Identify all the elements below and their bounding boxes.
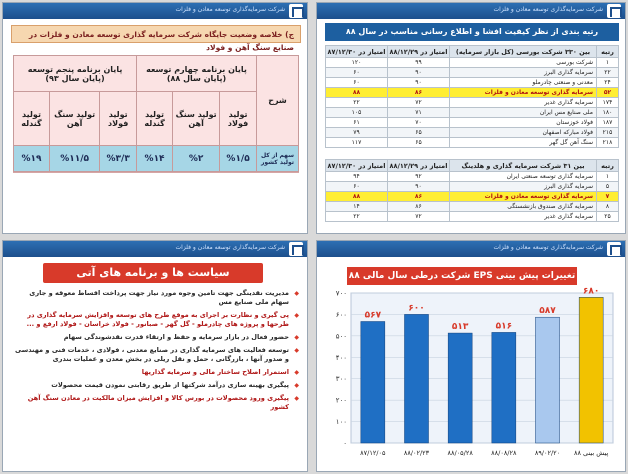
production-share-table [13, 55, 299, 172]
plans-list [13, 289, 299, 416]
column-header: امتیاز در ۸۷/۱۲/۳۰ [326, 160, 388, 172]
eps-bar-chart [321, 285, 621, 469]
cell-s87: ۲۲ [326, 98, 388, 108]
table-row [326, 118, 619, 128]
value-cell: %۳/۳ [100, 146, 137, 172]
slide-production-share [2, 2, 308, 234]
cell-name: شرکت بورسی [450, 58, 597, 68]
cell-name: سرمایه گذاری البرز [450, 182, 597, 192]
cell-rank: ۱۸۷ [597, 118, 619, 128]
column-header: امتیاز در ۸۷/۱۲/۳۰ [326, 46, 388, 58]
bar [448, 333, 472, 443]
bar [535, 317, 559, 443]
header-text: شرکت سرمایه‌گذاری توسعه معادن و فلزات [175, 6, 285, 13]
bar [361, 322, 385, 444]
cell-rank: ۲۴ [597, 78, 619, 88]
program4-label: پایان برنامه چهارم توسعه [146, 64, 247, 74]
y-tick-label: ۲۰۰ [335, 396, 347, 405]
cell-s87: ۱۲۰ [326, 58, 388, 68]
cell-s87: ۸۸ [326, 88, 388, 98]
cell-rank: ۲۱۸ [597, 138, 619, 148]
y-tick-label: ۵۰۰ [335, 332, 347, 341]
cell-name: معدنی و صنعتی چادرملو [450, 78, 597, 88]
table-row [326, 78, 619, 88]
cell-s88: ۶۵ [388, 138, 450, 148]
sub-steel: تولید فولاد [220, 92, 257, 146]
cell-name: ملی صنایع مس ایران [450, 108, 597, 118]
table-row [326, 108, 619, 118]
table-row [326, 202, 619, 212]
column-header: امتیاز در ۸۸/۱۲/۲۹ [388, 46, 450, 58]
slide-title: ج) خلاصه وضعیت جایگاه شرکت سرمایه گذاری توسعه معادن و فلزات در صنایع سنگ آهن و فولاد [11, 25, 301, 43]
slide-future-plans [2, 240, 308, 472]
cell-rank: ۷ [597, 192, 619, 202]
list-item: ◆ پیگیری بهینه سازی درآمد شرکتها از طریق رقابتی نمودن قیمت محصولات [13, 381, 299, 390]
header-text: شرکت سرمایه‌گذاری توسعه معادن و فلزات [493, 6, 603, 13]
company-logo-icon [289, 242, 303, 256]
table-row-highlighted [326, 88, 619, 98]
cell-name: سرمایه گذاری توسعه معادن و فلزات [450, 88, 597, 98]
column-header: رتبه [597, 160, 619, 172]
column-header: بین ۳۱ شرکت سرمایه گذاری و هلدینگ [450, 160, 597, 172]
slide-title: رتبه بندی از نظر کیفیت افشا و اطلاع رسانی مناسب در سال ۸۸ [325, 23, 619, 41]
sub-pellet: تولید گندله [137, 92, 173, 146]
data-label: ۶۰۰ [408, 303, 425, 314]
cell-s88: ۹۰ [388, 78, 450, 88]
cell-s87: ۶۰ [326, 68, 388, 78]
bar [404, 314, 428, 443]
x-tick-label: ۸۸/۰۸/۲۸ [491, 449, 517, 457]
cell-name: سرمایه گذاری غدیر [450, 98, 597, 108]
x-tick-label: ۸۸/۰۵/۲۸ [447, 449, 473, 457]
cell-s88: ۷۲ [388, 98, 450, 108]
table-row [326, 128, 619, 138]
value-cell: %۲ [173, 146, 220, 172]
company-logo-icon [289, 4, 303, 18]
cell-name: سرمایه گذاری غدیر [450, 212, 597, 222]
ranking-table-holdings [325, 159, 619, 222]
table-row [326, 138, 619, 148]
list-item: ◆ استمرار اصلاح ساختار مالی و سرمایه گذاریها [13, 368, 299, 377]
cell-s87: ۲۲ [326, 212, 388, 222]
table-row [326, 68, 619, 78]
company-logo-icon [607, 242, 621, 256]
cell-s87: ۶۱ [326, 118, 388, 128]
header-text: شرکت سرمایه‌گذاری توسعه معادن و فلزات [175, 244, 285, 251]
table-row [326, 98, 619, 108]
cell-rank: ۱ [597, 172, 619, 182]
slide-disclosure-ranking [316, 2, 626, 234]
y-tick-label: ۶۰۰ [335, 310, 347, 319]
slide-header [3, 3, 307, 19]
data-label: ۵۱۶ [495, 321, 513, 332]
cell-s87: ۱۱۷ [326, 138, 388, 148]
cell-s87: ۹۴ [326, 172, 388, 182]
data-label: ۵۶۷ [364, 310, 382, 321]
row-label: سهم از کل تولید کشور [257, 146, 299, 172]
table-header-row [326, 46, 619, 58]
cell-s88: ۷۰ [388, 118, 450, 128]
cell-rank: ۵ [597, 182, 619, 192]
cell-name: فولاد مبارکه اصفهان [450, 128, 597, 138]
cell-s88: ۸۶ [388, 88, 450, 98]
cell-name: فولاد خوزستان [450, 118, 597, 128]
x-tick-label: پیش بینی ۸۸ [574, 449, 609, 457]
program4-year: (پایان سال ۸۸) [166, 73, 227, 83]
list-item: ◆ مدیریت نقدینگی جهت تامین وجوه مورد نیاز جهت پرداخت اقساط معوقه و جاری سهام ملی صنایع مس [13, 289, 299, 307]
y-tick-label: ۳۰۰ [335, 375, 347, 384]
cell-s88: ۹۰ [388, 182, 450, 192]
cell-s88: ۷۲ [388, 212, 450, 222]
y-tick-label: ۱۰۰ [335, 418, 347, 427]
cell-s88: ۹۹ [388, 58, 450, 68]
slide-header [3, 241, 307, 257]
value-cell: %۱۱/۵ [50, 146, 100, 172]
cell-rank: ۱۷۴ [597, 98, 619, 108]
table-row [326, 212, 619, 222]
cell-name: سرمایه گذاری توسعه صنعتی ایران [450, 172, 597, 182]
slide-header [317, 3, 625, 19]
sub-ore: تولید سنگ آهن [50, 92, 100, 146]
cell-s88: ۹۰ [388, 68, 450, 78]
cell-rank: ۲۵ [597, 212, 619, 222]
cell-rank: ۲۱۵ [597, 128, 619, 138]
cell-s87: ۶۰ [326, 182, 388, 192]
program5-year: (پایان سال ۹۳) [45, 73, 105, 83]
cell-s88: ۷۱ [388, 108, 450, 118]
list-item: ◆ حضور فعال در بازار سرمایه و حفظ و ارتقاء قدرت نقدشوندگی سهام [13, 333, 299, 342]
slide-title: تغییرات پیش بینی EPS شرکت درطی سال مالی ۸۸ [347, 267, 577, 285]
cell-rank: ۱ [597, 58, 619, 68]
cell-s88: ۹۲ [388, 172, 450, 182]
x-tick-label: ۸۷/۱۲/۰۵ [360, 449, 386, 457]
cell-name: سنگ آهن گل گهر [450, 138, 597, 148]
data-label: ۵۸۷ [539, 306, 556, 317]
list-item: ◆ پی گیری و نظارت بر اجرای به موقع طرح های توسعه واقزایش سرمایه گذاری در طرحها و پروژه های چادرملو - گل گهر - صبانور - فولاد خراسان - فولاد ارفع و ... [13, 311, 299, 329]
cell-s87: ۷۹ [326, 128, 388, 138]
list-item: ◆ توسعه فعالیت های سرمایه گذاری در صنایع معدنی ، فولادی ، خدمات فنی و مهندسی و صدور آنها ، بازرگانی ، حمل و نقل ریلی در بخش معدن و عملیات بندری [13, 346, 299, 364]
table-row [326, 58, 619, 68]
data-label: ۶۸۰ [582, 286, 600, 297]
table-row [326, 182, 619, 192]
slide-header [317, 241, 625, 257]
ranking-table-market [325, 45, 619, 148]
sub-pellet: تولید گندله [14, 92, 50, 146]
cell-s87: ۱۴ [326, 202, 388, 212]
value-cell: %۱۹ [14, 146, 50, 172]
value-cell: %۱۴ [137, 146, 173, 172]
data-label: ۵۱۳ [451, 322, 469, 333]
column-header: رتبه [597, 46, 619, 58]
header-text: شرکت سرمایه‌گذاری توسعه معادن و فلزات [493, 244, 603, 251]
company-logo-icon [607, 4, 621, 18]
y-tick-label: ۴۰۰ [335, 353, 347, 362]
list-item: ◆ پیگیری ورود محصولات در بورس کالا و افزایش میزان مالکیت در معادن سنگ آهن کشور [13, 394, 299, 412]
bar [492, 332, 516, 443]
column-header: بین ۳۳۰ شرکت بورسی (کل بازار سرمایه) [450, 46, 597, 58]
col-desc: شرح [257, 56, 299, 146]
cell-s87: ۶۰ [326, 78, 388, 88]
x-tick-label: ۸۹/۰۲/۲۰ [534, 449, 561, 457]
bar [579, 297, 603, 443]
cell-rank: ۱۸۰ [597, 108, 619, 118]
cell-rank: ۵۲ [597, 88, 619, 98]
table-row-highlighted [326, 192, 619, 202]
cell-s88: ۶۵ [388, 128, 450, 138]
cell-rank: ۲۲ [597, 68, 619, 78]
y-tick-label: ۷۰۰ [335, 289, 347, 298]
table-row [326, 172, 619, 182]
sub-steel: تولید فولاد [100, 92, 137, 146]
sub-ore: تولید سنگ آهن [173, 92, 220, 146]
x-tick-label: ۸۸/۰۲/۲۳ [403, 449, 430, 457]
cell-name: سرمایه گذاری البرز [450, 68, 597, 78]
cell-s88: ۸۶ [388, 202, 450, 212]
cell-rank: ۸ [597, 202, 619, 212]
cell-name: سرمایه گذاری صندوق بازنشستگی [450, 202, 597, 212]
cell-name: سرمایه گذاری توسعه معادن و فلزات [450, 192, 597, 202]
y-tick-label: ۰ [343, 439, 347, 448]
slide-eps-chart [316, 240, 626, 472]
program5-label: پایان برنامه پنجم توسعه [27, 64, 123, 74]
table-header-row [326, 160, 619, 172]
value-cell: %۱/۵ [220, 146, 257, 172]
cell-s88: ۸۶ [388, 192, 450, 202]
cell-s87: ۱۰۵ [326, 108, 388, 118]
program4-header [137, 56, 257, 92]
column-header: امتیاز در ۸۸/۱۲/۲۹ [388, 160, 450, 172]
plot-area [351, 293, 613, 443]
cell-s87: ۸۸ [326, 192, 388, 202]
slide-title: سیاست ها و برنامه های آتی [43, 263, 263, 283]
program5-header [14, 56, 137, 92]
